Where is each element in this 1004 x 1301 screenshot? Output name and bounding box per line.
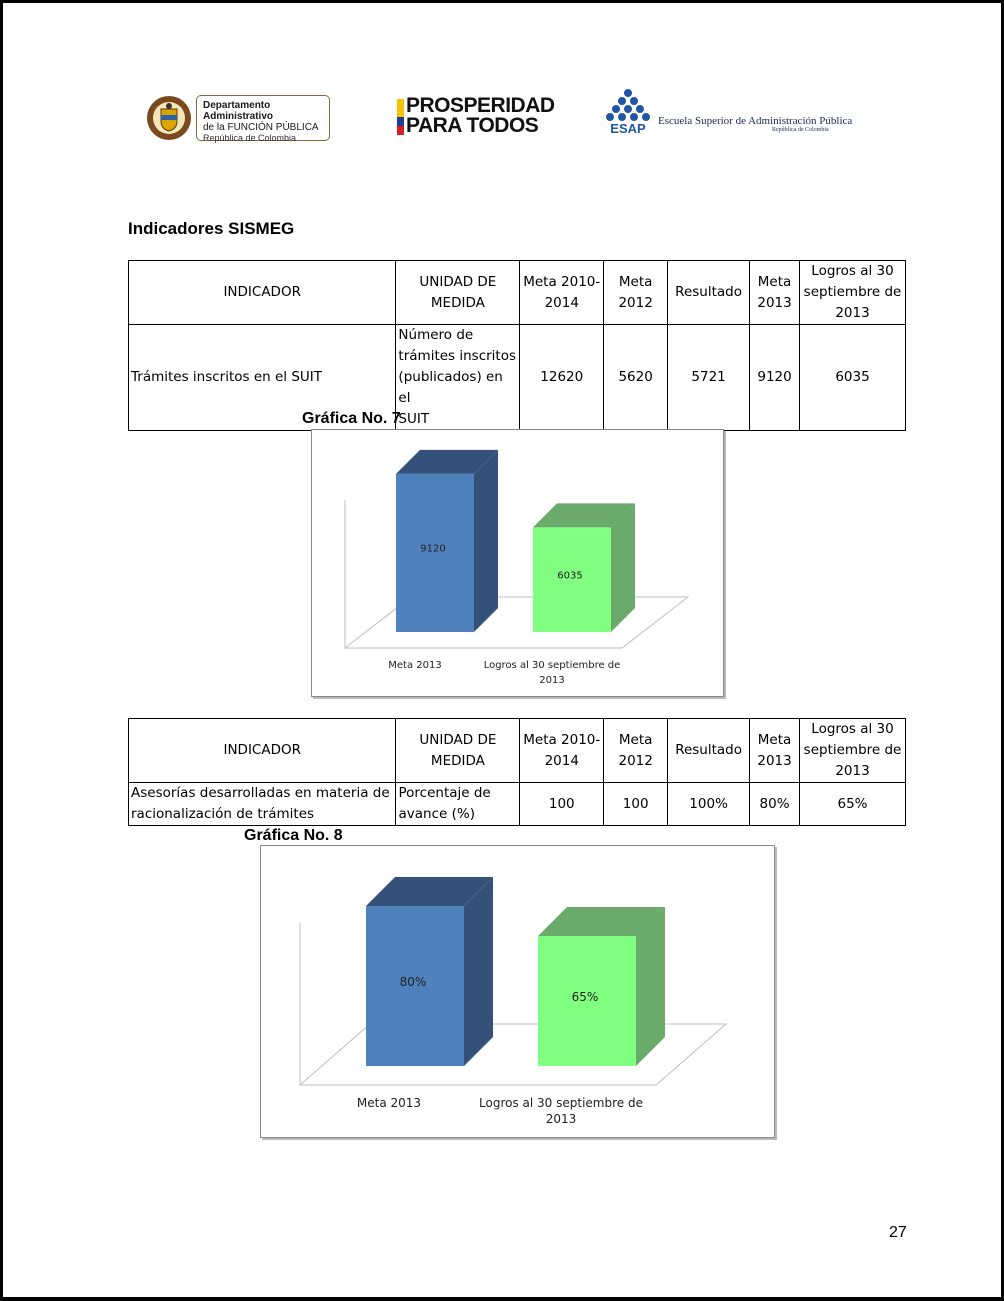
- cell-meta-2013: 80%: [750, 783, 800, 826]
- indicator-table-2: [128, 718, 906, 826]
- bar-side-1: [464, 877, 493, 1066]
- esap-name: Escuela Superior de Administración Pública: [658, 115, 853, 127]
- colombia-coat-of-arms-icon: [146, 95, 192, 141]
- header-meta-2013: Meta 2013: [750, 719, 800, 783]
- funcion-publica-logo: [196, 95, 330, 141]
- header-meta-2010-2014: Meta 2010- 2014: [520, 719, 604, 783]
- page-number: 27: [889, 1224, 907, 1241]
- header-unidad: UNIDAD DE MEDIDA: [396, 261, 520, 325]
- cell-unidad: Número de trámites inscritos (publicados) en el SUIT: [396, 325, 520, 431]
- chart-grafica-8: [260, 845, 775, 1138]
- table-header-row: [129, 261, 906, 325]
- grafica-8-title: Gráfica No. 8: [244, 827, 343, 844]
- cell-indicador: Trámites inscritos en el SUIT: [129, 325, 396, 431]
- category-label: 2013: [545, 1112, 577, 1126]
- data-label-2: 65%: [571, 990, 599, 1004]
- category-label: Logros al 30 septiembre de: [483, 660, 621, 671]
- header-indicador: INDICADOR: [129, 261, 396, 325]
- indicator-table-1: [128, 260, 906, 431]
- dept-line1: Departamento Administrativo: [203, 100, 274, 122]
- cell-logros: 6035: [800, 325, 906, 431]
- header-meta-2012: Meta 2012: [604, 719, 668, 783]
- prosperidad-line2: PARA TODOS: [406, 114, 539, 137]
- table-row: [129, 783, 906, 826]
- data-label-2: 6035: [557, 570, 583, 582]
- header-logros: Logros al 30 septiembre de 2013: [800, 261, 906, 325]
- esap-logo-icon: [600, 88, 656, 136]
- header-indicador: INDICADOR: [129, 719, 396, 783]
- cell-resultado: 5721: [668, 325, 750, 431]
- header-meta-2013: Meta 2013: [750, 261, 800, 325]
- data-label-1: 80%: [399, 975, 427, 989]
- bar-side-1: [474, 450, 498, 632]
- table-row: [129, 325, 906, 431]
- header-resultado: Resultado: [668, 719, 750, 783]
- category-label: Logros al 30 septiembre de: [479, 1096, 643, 1110]
- prosperidad-line1: PROSPERIDAD: [406, 94, 555, 117]
- header-resultado: Resultado: [668, 261, 750, 325]
- esap-sub: República de Colombia: [772, 127, 829, 133]
- colombia-flag-bar-icon: [397, 99, 404, 135]
- category-label: Meta 2013: [388, 660, 442, 671]
- cell-meta-2010-2014: 12620: [520, 325, 604, 431]
- chart-7-svg: [312, 430, 723, 696]
- header-meta-2012: Meta 2012: [604, 261, 668, 325]
- dept-line3: República de Colombia: [203, 133, 297, 143]
- chart-grafica-7: [311, 429, 724, 697]
- cell-meta-2010-2014: 100: [520, 783, 604, 826]
- cell-meta-2013: 9120: [750, 325, 800, 431]
- category-label: 2013: [539, 675, 565, 686]
- cell-indicador: Asesorías desarrolladas en materia de racionalización de trámites: [129, 783, 396, 826]
- cell-unidad: Porcentaje de avance (%): [396, 783, 520, 826]
- dept-line2: de la FUNCIÓN PÚBLICA: [203, 122, 319, 133]
- category-label: Meta 2013: [356, 1096, 422, 1110]
- table-header-row: [129, 719, 906, 783]
- cell-logros: 65%: [800, 783, 906, 826]
- cell-meta-2012: 100: [604, 783, 668, 826]
- cell-meta-2012: 5620: [604, 325, 668, 431]
- header-unidad: UNIDAD DE MEDIDA: [396, 719, 520, 783]
- grafica-7-title: Gráfica No. 7: [302, 410, 401, 427]
- section-title: Indicadores SISMEG: [128, 219, 295, 238]
- chart-8-svg: [261, 846, 774, 1137]
- header-meta-2010-2014: Meta 2010- 2014: [520, 261, 604, 325]
- header-logros: Logros al 30 septiembre de 2013: [800, 719, 906, 783]
- esap-acronym: ESAP: [610, 121, 646, 136]
- data-label-1: 9120: [420, 543, 446, 555]
- cell-resultado: 100%: [668, 783, 750, 826]
- prosperidad-logo: [406, 96, 555, 136]
